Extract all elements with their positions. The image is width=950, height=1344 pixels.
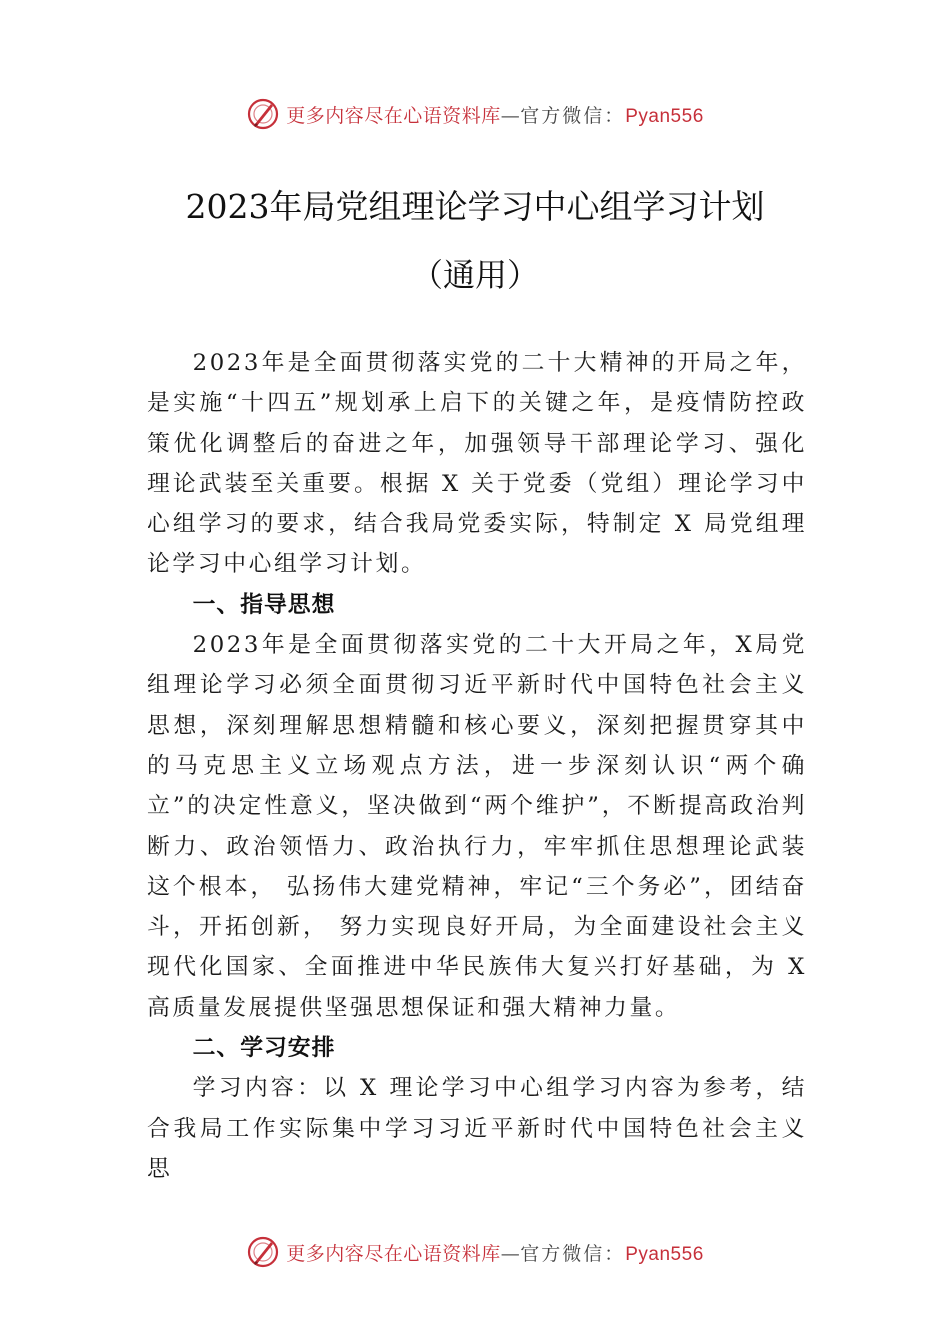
section-heading-study-arrangement: 二、学习安排 bbox=[192, 1035, 336, 1062]
watermark-wechat-label: 官方微信： bbox=[520, 1242, 626, 1265]
watermark-main-text: 更多内容尽在心语资料库 bbox=[286, 1242, 501, 1265]
document-subtitle: （通用） bbox=[410, 256, 539, 294]
watermark-wechat-id: Pyan556 bbox=[625, 1243, 704, 1265]
watermark-text bbox=[286, 101, 704, 128]
guiding-ideology-paragraph: 2023年是全面贯彻落实党的二十大开局之年，X局党组理论学习必须全面贯彻习近平新时代中国特色社会主义思想，深刻理解思想精髓和核心要义，深刻把握贯穿其中的马克思主义立场观点方法，进一步深刻认识“两个确立”的决定性意义，坚决做到“两个维护”，不断提高政治判断力、政治领悟力、政治执行力，牢牢抓住思想理论武装这个根本， 弘扬伟大建党精神，牢记“三个务必”，团结奋斗，开拓创新， 努力实现良好开局，为全面建设社会主义现代化国家、全面推进中华民族伟大复兴打好基础，为 X 高质量发展提供坚强思想保证和强大精神力量。 bbox=[147, 632, 807, 1021]
watermark-footer bbox=[0, 1232, 950, 1272]
watermark-dash: — bbox=[500, 104, 521, 127]
watermark-main-text: 更多内容尽在心语资料库 bbox=[286, 104, 501, 127]
section-heading-guiding-ideology: 一、指导思想 bbox=[192, 591, 336, 618]
watermark-wechat-id: Pyan556 bbox=[625, 105, 704, 127]
watermark-text bbox=[286, 1239, 704, 1266]
intro-paragraph: 2023年是全面贯彻落实党的二十大精神的开局之年，是实施“十四五”规划承上启下的关键之年，是疫情防控政策优化调整后的奋进之年，加强领导干部理论学习、强化理论武装至关重要。根据 X 关于党委（党组）理论学习中心组学习的要求，结合我局党委实际，特制定 X 局党组理论学习中心组学习计划。 bbox=[147, 350, 807, 578]
document-title: 2023年局党组理论学习中心组学习计划 bbox=[185, 187, 765, 226]
study-arrangement-paragraph: 学习内容：以 X 理论学习中心组学习内容为参考，结合我局工作实际集中学习习近平新时代中国特色社会主义思 bbox=[147, 1075, 807, 1182]
watermark-header bbox=[0, 94, 950, 134]
document-body bbox=[147, 343, 807, 1189]
brush-logo-icon bbox=[246, 97, 280, 131]
watermark-dash: — bbox=[500, 1242, 521, 1265]
watermark-wechat-label: 官方微信： bbox=[520, 104, 626, 127]
brush-logo-icon bbox=[246, 1235, 280, 1269]
